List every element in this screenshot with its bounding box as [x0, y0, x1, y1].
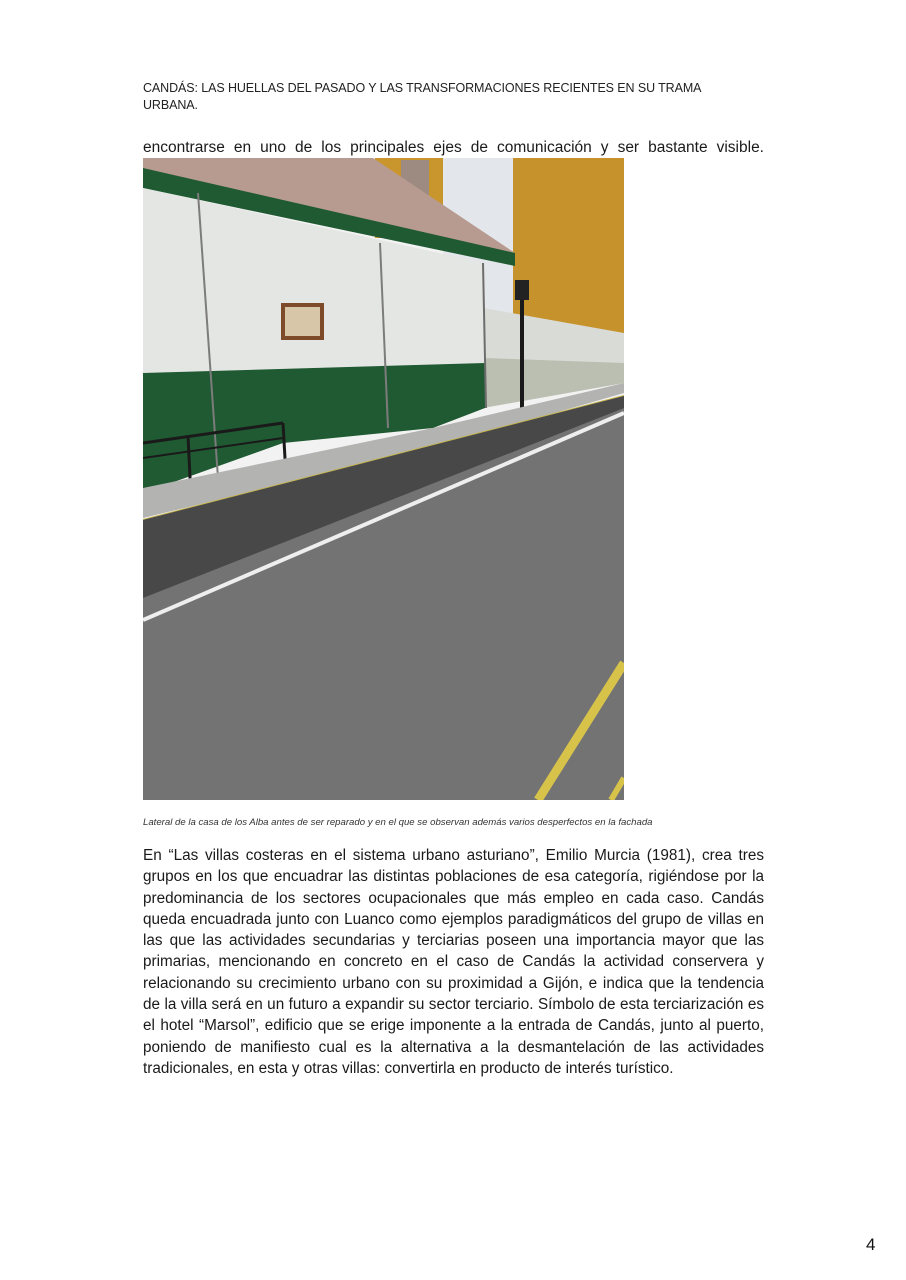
running-header [143, 80, 743, 114]
lead-text: encontrarse en uno de los principales ejes de comunicación y ser bastante visible. [143, 139, 764, 156]
house-street-photo [143, 158, 624, 800]
page-number: 4 [866, 1235, 876, 1254]
figure-caption: Lateral de la casa de los Alba antes de ser reparado y en el que se observan además varios desperfectos en la fachada [143, 817, 653, 828]
body-paragraph: En “Las villas costeras en el sistema urbano asturiano”, Emilio Murcia (1981), crea tres grupos en los que encuadrar las distintas poblaciones de esa categoría, rigiéndose por la predominancia de los sectores ocupacionales que más empleo en cada caso. Candás queda encuadrada junto con Luanco como ejemplos paradigmáticos del grupo de villas en las que las actividades secundarias y terciarias poseen una importancia mayor que las primarias, mencionando en concreto en el caso de Candás la actividad conservera y relacionando su crecimiento urbano con su proximidad a Gijón, e indica que la tendencia de la villa será en un futuro a expandir su sector terciario. Símbolo de esta terciarización es el hotel “Marsol”, edificio que se erige imponente a la entrada de Candás, junto al puerto, poniendo de manifiesto cual es la alternativa a la desmantelación de las actividades tradicionales, en esta y otras villas: convertirla en producto de interés turístico. [143, 847, 764, 1077]
figure-photo [143, 158, 624, 800]
header-title: CANDÁS: LAS HUELLAS DEL PASADO Y LAS TRANSFORMACIONES RECIENTES EN SU TRAMA URBANA. [143, 81, 701, 112]
